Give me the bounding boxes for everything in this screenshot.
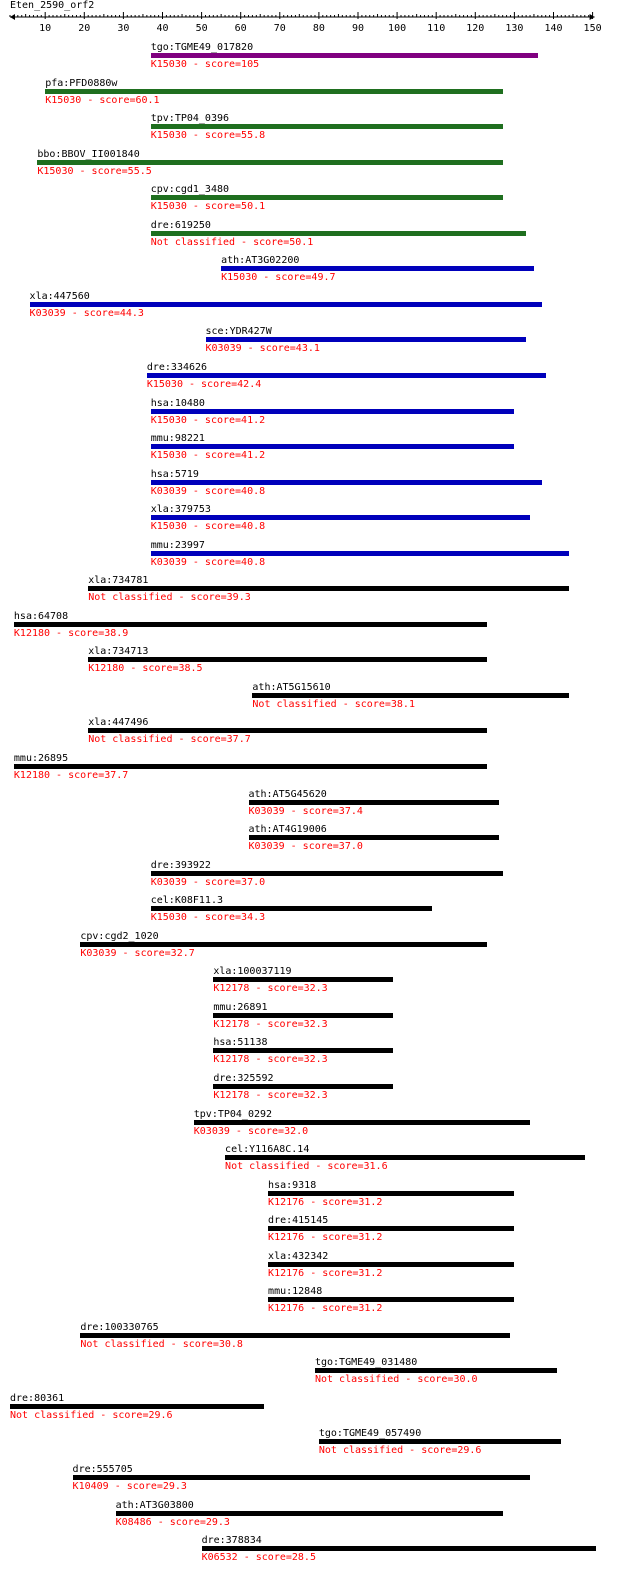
ruler-tick-label: 100 <box>388 23 407 34</box>
hit-gene-label[interactable]: dre:619250 <box>150 219 211 231</box>
hit-gene-label[interactable]: cel:Y116A8C.14 <box>225 1144 310 1156</box>
hit-gene-label[interactable]: ath:AT3G02200 <box>221 255 300 267</box>
hit-alignment-bar[interactable] <box>252 693 569 698</box>
hit-gene-label[interactable]: bbo:BBOV_II001840 <box>37 148 140 160</box>
hit-alignment-bar[interactable] <box>213 1084 393 1089</box>
hit-alignment-bar[interactable] <box>73 1475 530 1480</box>
ruler-tick-label: 70 <box>273 23 286 34</box>
hit-ko-score-label[interactable]: K03039 - score=40.8 <box>150 485 266 497</box>
hit-ko-score-label[interactable]: K15030 - score=55.5 <box>37 165 152 177</box>
hit-alignment-bar[interactable] <box>206 337 527 342</box>
hit-ko-score-label[interactable]: K15030 - score=105 <box>150 59 260 70</box>
hit-alignment-bar[interactable] <box>30 302 542 307</box>
ruler-tick-label: 40 <box>156 23 169 34</box>
hit-ko-score-label[interactable]: Not classified - score=50.1 <box>150 236 314 248</box>
hit-ko-score-label[interactable]: K12178 - score=32.3 <box>213 983 328 995</box>
hit-ko-score-label[interactable]: K15030 - score=42.4 <box>146 378 262 390</box>
hit-ko-score-label[interactable]: Not classified - score=37.7 <box>88 734 251 746</box>
hit-alignment-bar[interactable] <box>268 1191 514 1196</box>
ruler-tick-label: 50 <box>195 23 208 34</box>
position-ruler <box>0 0 620 40</box>
hit-gene-label[interactable]: mmu:26891 <box>213 1001 268 1013</box>
hit-alignment-bar[interactable] <box>151 551 569 556</box>
hit-alignment-bar[interactable] <box>268 1226 514 1231</box>
hit-alignment-bar[interactable] <box>37 160 502 165</box>
hit-alignment-bar[interactable] <box>221 266 534 271</box>
hit-ko-score-label[interactable]: K03039 - score=44.3 <box>29 307 144 319</box>
hit-ko-score-label[interactable]: K15030 - score=55.8 <box>150 130 266 142</box>
hit-alignment-bar[interactable] <box>151 515 530 520</box>
hit-alignment-bar[interactable] <box>315 1368 557 1373</box>
hit-alignment-bar[interactable] <box>88 586 569 591</box>
ruler-tick-label: 90 <box>351 23 365 34</box>
hit-alignment-bar[interactable] <box>80 1333 510 1338</box>
hit-ko-score-label[interactable]: K15030 - score=34.3 <box>150 912 266 924</box>
hit-gene-label[interactable]: ath:AT4G19006 <box>248 824 327 836</box>
hit-ko-score-label[interactable]: Not classified - score=29.6 <box>318 1445 482 1457</box>
hit-ko-score-label[interactable]: K12178 - score=32.3 <box>213 1054 328 1066</box>
hit-alignment-bar[interactable] <box>194 1120 530 1125</box>
hit-gene-label[interactable]: mmu:12848 <box>268 1286 323 1298</box>
hit-gene-label[interactable]: tgo:TGME49_031480 <box>314 1357 418 1369</box>
hit-alignment-bar[interactable] <box>151 480 542 485</box>
hit-ko-score-label[interactable]: K03039 - score=32.7 <box>80 947 195 959</box>
hit-alignment-bar[interactable] <box>202 1546 597 1551</box>
hit-alignment-bar[interactable] <box>151 444 515 449</box>
hit-alignment-bar[interactable] <box>268 1297 514 1302</box>
hit-ko-score-label[interactable]: K15030 - score=41.2 <box>150 414 266 426</box>
hit-gene-label[interactable]: tpv:TP04_0396 <box>150 113 230 125</box>
hit-ko-score-label[interactable]: K03039 - score=37.4 <box>248 805 363 817</box>
hit-ko-score-label[interactable]: K12176 - score=31.2 <box>268 1232 383 1244</box>
hit-alignment-bar[interactable] <box>88 728 487 733</box>
hit-gene-label[interactable]: xla:734781 <box>88 575 149 587</box>
hit-gene-label[interactable]: dre:393922 <box>150 859 211 871</box>
hit-alignment-bar[interactable] <box>45 89 502 94</box>
hit-alignment-bar[interactable] <box>88 657 487 662</box>
ruler-tick-label: 30 <box>117 23 130 34</box>
hit-alignment-bar[interactable] <box>249 800 499 805</box>
hit-ko-score-label[interactable]: K03039 - score=40.8 <box>150 556 266 568</box>
hit-gene-label[interactable]: hsa:5719 <box>150 468 199 480</box>
hit-alignment-bar[interactable] <box>147 373 546 378</box>
hit-gene-label[interactable]: dre:334626 <box>146 361 208 373</box>
hit-gene-label[interactable]: cel:K08F11.3 <box>150 895 223 907</box>
hit-alignment-bar[interactable] <box>151 53 538 58</box>
hit-alignment-bar[interactable] <box>151 871 503 876</box>
hit-gene-label[interactable]: hsa:10480 <box>150 397 205 409</box>
hit-gene-label[interactable]: tgo:TGME49_017820 <box>150 42 254 53</box>
hit-alignment-bar[interactable] <box>116 1511 503 1516</box>
hit-gene-label[interactable]: pfa:PFD0880w <box>45 77 118 89</box>
hit-alignment-bar[interactable] <box>80 942 487 947</box>
hit-ko-score-label[interactable]: K15030 - score=40.8 <box>150 521 266 533</box>
hit-ko-score-label[interactable]: K12180 - score=37.7 <box>13 770 129 781</box>
hit-ko-score-label[interactable]: K03039 - score=43.1 <box>205 343 320 355</box>
hit-gene-label[interactable]: dre:80361 <box>10 1392 65 1404</box>
hit-gene-label[interactable]: xla:432342 <box>268 1250 329 1262</box>
hit-ko-score-label[interactable]: Not classified - score=29.6 <box>10 1409 173 1421</box>
hit-ko-score-label[interactable]: K12176 - score=31.2 <box>268 1303 383 1315</box>
ruler-tick-label: 120 <box>466 23 485 34</box>
hit-gene-label[interactable]: ath:AT5G45620 <box>248 788 327 800</box>
hit-gene-label[interactable]: hsa:9318 <box>268 1179 317 1191</box>
hit-alignment-bar[interactable] <box>14 764 487 769</box>
hit-gene-label[interactable]: dre:100330765 <box>80 1321 159 1333</box>
hit-gene-label[interactable]: hsa:64708 <box>13 610 69 622</box>
hit-ko-score-label[interactable]: Not classified - score=38.1 <box>252 698 415 710</box>
hit-alignment-bar[interactable] <box>151 409 515 414</box>
hit-ko-score-label[interactable]: Not classified - score=30.8 <box>80 1338 243 1350</box>
hit-gene-label[interactable]: xla:379753 <box>150 504 211 516</box>
hit-alignment-bar[interactable] <box>225 1155 585 1160</box>
hit-alignment-bar[interactable] <box>249 835 499 840</box>
hit-gene-label[interactable]: dre:555705 <box>72 1464 133 1475</box>
hit-ko-score-label[interactable]: K15030 - score=60.1 <box>45 94 160 106</box>
hit-ko-score-label[interactable]: K15030 - score=49.7 <box>221 272 336 284</box>
hit-ko-score-label[interactable]: K08486 - score=29.3 <box>115 1516 230 1528</box>
hit-gene-label[interactable]: mmu:23997 <box>150 539 205 551</box>
hit-alignment-bar[interactable] <box>10 1404 264 1409</box>
hit-gene-label[interactable]: xla:447496 <box>88 717 149 729</box>
hit-ko-score-label[interactable]: K03039 - score=37.0 <box>150 876 266 888</box>
hit-gene-label[interactable]: dre:325592 <box>213 1072 274 1084</box>
ruler-tick-label: 60 <box>234 23 247 34</box>
hit-gene-label[interactable]: ath:AT3G03800 <box>115 1499 194 1511</box>
hit-gene-label[interactable]: tpv:TP04_0292 <box>193 1108 273 1120</box>
hit-gene-label[interactable]: hsa:51138 <box>213 1037 268 1049</box>
ruler-tick-label: 140 <box>544 23 563 34</box>
hit-gene-label[interactable]: mmu:26895 <box>13 753 69 764</box>
hit-gene-label[interactable]: xla:734713 <box>88 646 149 658</box>
ruler-tick-label: 10 <box>39 23 52 34</box>
hit-ko-score-label[interactable]: Not classified - score=30.0 <box>314 1374 478 1386</box>
hit-ko-score-label[interactable]: K06532 - score=28.5 <box>201 1552 316 1564</box>
ruler-tick-label: 150 <box>583 23 602 34</box>
hit-ko-score-label[interactable]: K15030 - score=50.1 <box>150 201 266 213</box>
query-title: Eten_2590_orf2 <box>10 0 95 11</box>
hit-alignment-bar[interactable] <box>319 1439 561 1444</box>
ruler-tick-label: 110 <box>427 23 446 34</box>
hit-alignment-bar[interactable] <box>213 977 393 982</box>
hit-gene-label[interactable]: mmu:98221 <box>150 433 205 445</box>
ruler-tick-label: 20 <box>78 23 91 34</box>
hit-alignment-bar[interactable] <box>151 195 503 200</box>
ruler-tick-label: 130 <box>505 23 524 34</box>
hit-ko-score-label[interactable]: K03039 - score=32.0 <box>193 1125 309 1137</box>
hit-ko-score-label[interactable]: K12178 - score=32.3 <box>213 1018 328 1030</box>
hit-alignment-bar[interactable] <box>268 1262 514 1267</box>
hit-alignment-bar[interactable] <box>151 231 526 236</box>
hit-gene-label[interactable]: sce:YDR427W <box>205 326 272 338</box>
hit-alignment-bar[interactable] <box>213 1048 393 1053</box>
hit-ko-score-label[interactable]: K10409 - score=29.3 <box>72 1481 187 1492</box>
hit-ko-score-label[interactable]: K12176 - score=31.2 <box>268 1267 383 1279</box>
hit-gene-label[interactable]: cpv:cgd2_1020 <box>80 930 159 942</box>
hit-ko-score-label[interactable]: K15030 - score=41.2 <box>150 450 266 462</box>
hit-gene-label[interactable]: cpv:cgd1_3480 <box>150 184 230 196</box>
hit-ko-score-label[interactable]: K12180 - score=38.9 <box>13 627 129 639</box>
hit-gene-label[interactable]: xla:447560 <box>29 290 90 302</box>
hit-gene-label[interactable]: dre:378834 <box>201 1535 262 1547</box>
hit-ko-score-label[interactable]: K12176 - score=31.2 <box>268 1196 383 1208</box>
hit-ko-score-label[interactable]: K12178 - score=32.3 <box>213 1089 328 1101</box>
hit-ko-score-label[interactable]: Not classified - score=31.6 <box>225 1161 388 1173</box>
hit-gene-label[interactable]: xla:100037119 <box>213 966 292 978</box>
hit-ko-score-label[interactable]: K03039 - score=37.0 <box>248 841 363 853</box>
hit-gene-label[interactable]: tgo:TGME49_057490 <box>318 1428 422 1440</box>
hit-gene-label[interactable]: dre:415145 <box>268 1215 329 1227</box>
hit-alignment-bar[interactable] <box>151 906 433 911</box>
hit-ko-score-label[interactable]: Not classified - score=39.3 <box>88 592 251 604</box>
hit-alignment-bar[interactable] <box>14 622 487 627</box>
hit-alignment-bar[interactable] <box>151 124 503 129</box>
hit-alignment-bar[interactable] <box>213 1013 393 1018</box>
hit-ko-score-label[interactable]: K12180 - score=38.5 <box>88 663 203 675</box>
hit-gene-label[interactable]: ath:AT5G15610 <box>252 681 331 693</box>
ruler-tick-label: 80 <box>312 23 325 34</box>
